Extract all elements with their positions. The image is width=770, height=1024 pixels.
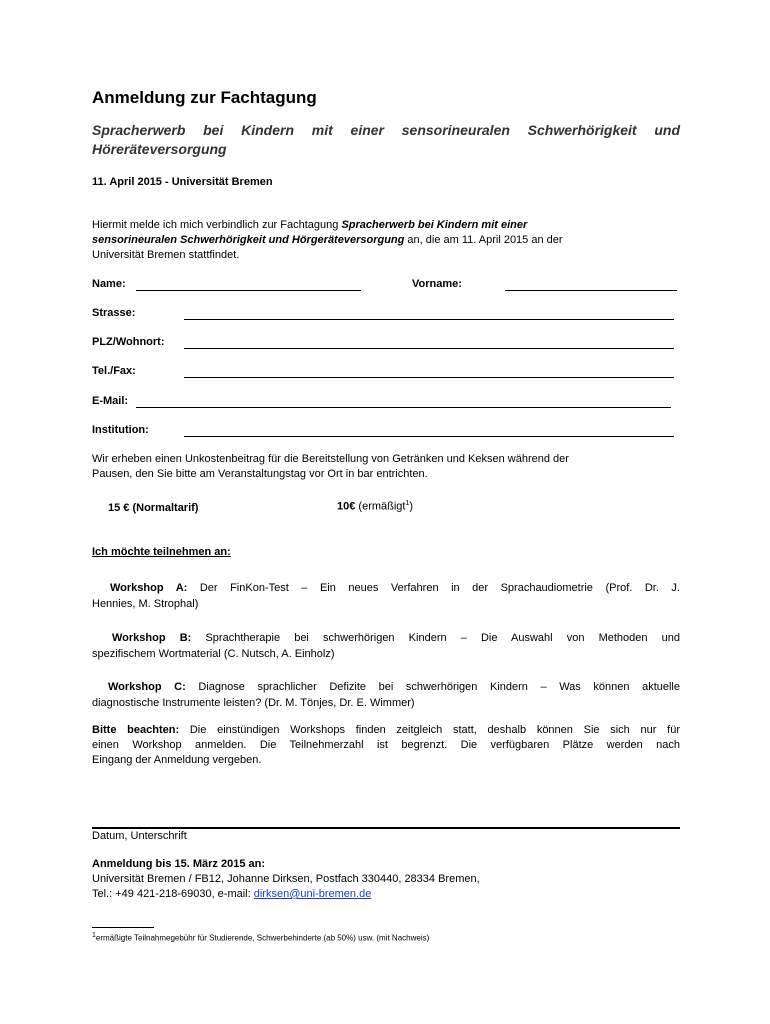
- footnote-rule: [92, 927, 154, 928]
- email-link[interactable]: dirksen@uni-bremen.de: [253, 888, 372, 900]
- registration-address: Universität Bremen / FB12, Johanne Dirksen, Postfach 330440, 28334 Bremen,: [92, 873, 480, 885]
- page-title: Anmeldung zur Fachtagung: [92, 88, 317, 107]
- institution-field[interactable]: [184, 436, 674, 437]
- name-label: Name:: [92, 278, 126, 290]
- signature-label: Datum, Unterschrift: [92, 830, 187, 842]
- note-line-2: einen Workshop anmelden. Die Teilnehmerzahl ist begrenzt. Die verfügbaren Plätze werden nach: [92, 739, 680, 751]
- signature-rule: [92, 827, 680, 829]
- vorname-field[interactable]: [505, 290, 677, 291]
- footnote-mark: 1: [92, 932, 96, 939]
- intro-prefix: Hiermit melde ich mich verbindlich zur Fachtagung: [92, 219, 342, 231]
- workshop-section-heading: Ich möchte teilnehmen an:: [92, 546, 231, 558]
- vorname-label: Vorname:: [412, 278, 462, 290]
- price-reduced-amount: 10€: [337, 500, 356, 513]
- price-reduced-note: (ermäßigt: [358, 500, 406, 513]
- workshop-b-text-1: Sprachtherapie bei schwerhörigen Kindern – Die Auswahl von Methoden und: [191, 632, 680, 644]
- note-line-3: Eingang der Anmeldung vergeben.: [92, 754, 262, 766]
- conference-subtitle: [92, 121, 680, 159]
- institution-label: Institution:: [92, 424, 149, 436]
- note-paragraph: [92, 723, 680, 768]
- price-reduced-close: ): [409, 500, 414, 513]
- strasse-field[interactable]: [184, 319, 674, 320]
- event-date-location: 11. April 2015 - Universität Bremen: [92, 176, 273, 188]
- price-normal: 15 € (Normaltarif): [108, 502, 199, 514]
- workshop-b: [92, 630, 680, 662]
- price-reduced: [337, 500, 413, 513]
- note-label: Bitte beachten:: [92, 724, 180, 736]
- intro-emphasis-1: Spracherwerb bei Kindern mit einer: [341, 219, 528, 231]
- workshop-a-label: Workshop A:: [110, 582, 188, 594]
- intro-paragraph: [92, 218, 680, 263]
- subtitle-line-2: Höreräteversorgung: [92, 141, 227, 157]
- registration-contact: [92, 887, 480, 902]
- fee-line-2: Pausen, den Sie bitte am Veranstaltungstag vor Ort in bar entrichten.: [92, 468, 428, 480]
- subtitle-line-1: Spracherwerb bei Kindern mit einer sensorineuralen Schwerhörigkeit und: [92, 122, 680, 138]
- workshop-a: [92, 580, 680, 612]
- intro-suffix: an, die am 11. April 2015 an der: [404, 234, 563, 246]
- email-field[interactable]: [136, 407, 671, 408]
- footnote-text: ermäßigte Teilnahmegebühr für Studierende, Schwerbehinderte (ab 50%) usw. (mit Nachweis): [95, 933, 430, 943]
- workshop-c-line-2: diagnostische Instrumente leisten? (Dr. M. Tönjes, Dr. E. Wimmer): [92, 697, 415, 709]
- workshop-c-label: Workshop C:: [108, 681, 186, 693]
- registration-info: [92, 857, 480, 902]
- fee-paragraph: [92, 452, 680, 482]
- intro-emphasis-2: sensorineuralen Schwerhörigkeit und Hörgeräteversorgung: [92, 234, 405, 246]
- fee-line-1: Wir erheben einen Unkostenbeitrag für die Bereitstellung von Getränken und Keksen während der: [92, 453, 569, 465]
- tel-fax-field[interactable]: [184, 377, 674, 378]
- registration-heading: Anmeldung bis 15. März 2015 an:: [92, 858, 265, 870]
- plz-wohnort-field[interactable]: [184, 348, 674, 349]
- workshop-c-text-1: Diagnose sprachlicher Defizite bei schwerhörigen Kindern – Was können aktuelle: [185, 681, 680, 693]
- workshop-c: [92, 679, 680, 711]
- workshop-b-line-2: spezifischem Wortmaterial (C. Nutsch, A. Einholz): [92, 648, 335, 660]
- intro-line-3: Universität Bremen stattfindet.: [92, 249, 240, 261]
- email-label: E-Mail:: [92, 395, 129, 407]
- workshop-b-line-1: [92, 630, 680, 646]
- strasse-label: Strasse:: [92, 307, 136, 319]
- note-line-1: [92, 723, 680, 738]
- footnote-ref: 1: [405, 500, 410, 507]
- workshop-a-line-1: [92, 580, 680, 596]
- intro-line-1: [92, 218, 680, 233]
- workshop-a-line-2: Hennies, M. Strophal): [92, 598, 199, 610]
- workshop-b-label: Workshop B:: [112, 632, 192, 644]
- plz-wohnort-label: PLZ/Wohnort:: [92, 336, 165, 348]
- intro-line-2: [92, 233, 680, 248]
- footnote: [92, 932, 429, 943]
- note-text-1: Die einstündigen Workshops finden zeitgleich statt, deshalb können Sie sich nur für: [179, 724, 680, 736]
- name-field[interactable]: [136, 290, 361, 291]
- workshop-c-line-1: [92, 679, 680, 695]
- tel-fax-label: Tel./Fax:: [92, 365, 136, 377]
- workshop-a-text-1: Der FinKon-Test – Ein neues Verfahren in der Sprachaudiometrie (Prof. Dr. J.: [187, 582, 680, 594]
- registration-tel: Tel.: +49 421-218-69030, e-mail:: [92, 888, 254, 900]
